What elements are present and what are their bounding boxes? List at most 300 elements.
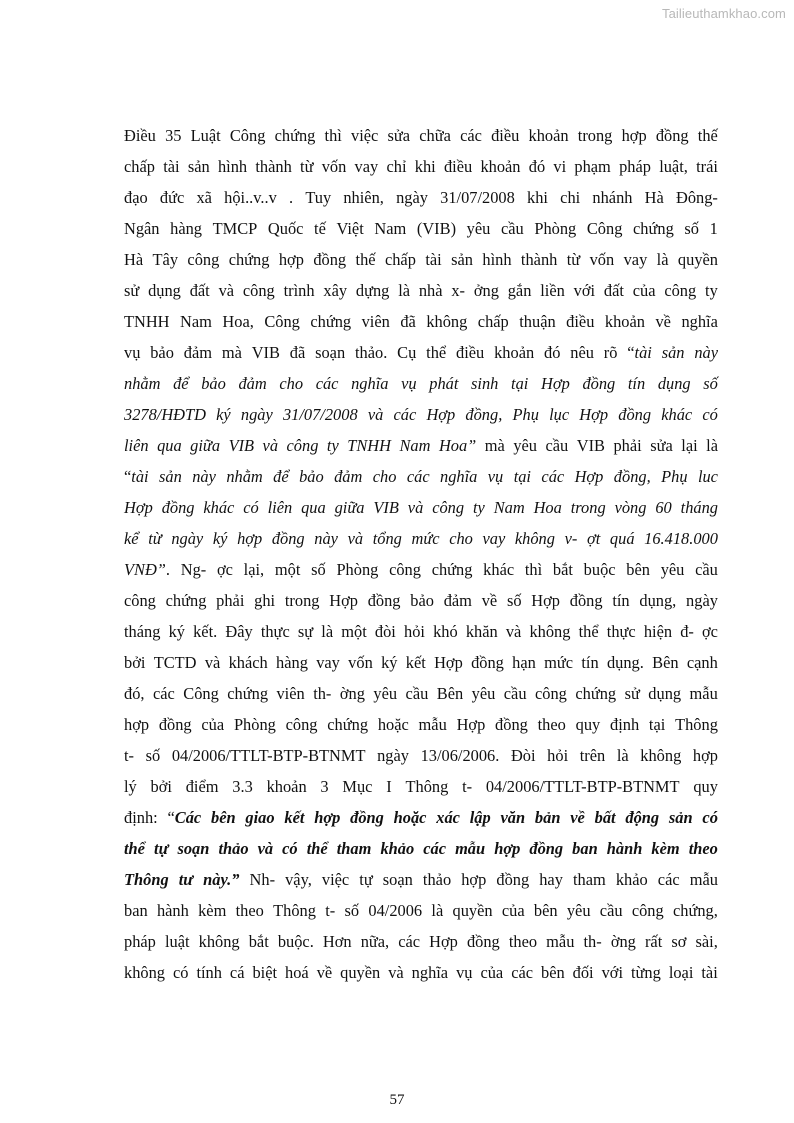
word: bên <box>541 963 565 982</box>
word: Mục <box>342 777 373 796</box>
word: ký <box>216 405 231 424</box>
word: đồng <box>161 498 195 517</box>
word: nghĩa <box>411 963 449 982</box>
text-line <box>124 957 718 988</box>
word: ngày <box>377 746 409 765</box>
word: thể <box>124 839 145 858</box>
word: khảo <box>615 870 648 889</box>
word: cá <box>229 963 245 982</box>
word: số <box>145 746 161 765</box>
word: mà <box>221 343 242 362</box>
word: soạn <box>315 343 346 362</box>
word: 35 <box>165 126 182 145</box>
word: một <box>274 560 301 579</box>
word: đó, <box>124 684 145 703</box>
word: yêu <box>660 560 685 579</box>
word: các <box>460 126 482 145</box>
word: Quốc <box>267 219 304 238</box>
word: (VIB) <box>416 219 457 238</box>
text-line <box>124 709 718 740</box>
word: ngày <box>396 188 428 207</box>
word: các <box>423 839 446 858</box>
text-line <box>124 678 718 709</box>
word: 31/07/2008 <box>440 188 515 207</box>
word: t- <box>124 746 135 765</box>
word: tín <box>581 653 599 672</box>
word: luc <box>697 467 718 486</box>
word: chi <box>560 188 581 207</box>
word: 3 <box>320 777 329 796</box>
word: đất <box>189 281 210 300</box>
word: vay <box>623 250 648 269</box>
text-line <box>124 616 718 647</box>
word: Hoa <box>533 498 562 517</box>
word: số <box>344 901 360 920</box>
word: về <box>570 808 585 827</box>
word: lập <box>469 808 491 827</box>
word: sự <box>297 622 314 641</box>
watermark-text: Tailieuthamkhao.com <box>661 6 786 21</box>
word: từ <box>300 157 314 176</box>
word: 04/2006 <box>368 901 423 920</box>
text-line <box>124 802 718 833</box>
word: cầu <box>503 684 527 703</box>
word: “tài <box>124 467 149 486</box>
word: số <box>684 219 699 238</box>
word: công <box>286 436 319 455</box>
word: để <box>273 467 289 486</box>
word: Phòng <box>336 560 379 579</box>
word: hành <box>606 839 643 858</box>
word: Thông <box>273 901 316 920</box>
word: để <box>173 374 189 393</box>
word: đảm <box>183 343 212 362</box>
word: loại <box>668 963 694 982</box>
word: Công <box>586 219 623 238</box>
word: Hợp <box>429 932 458 951</box>
word: thể <box>426 343 447 362</box>
word: cầu <box>599 901 623 920</box>
word: ty <box>705 281 718 300</box>
word: công <box>535 684 567 703</box>
word: chứng <box>228 250 270 269</box>
word: thực <box>606 622 636 641</box>
word: thế <box>355 250 376 269</box>
word: đảm <box>443 591 472 610</box>
word: biệt <box>252 963 278 982</box>
word: yêu <box>466 219 491 238</box>
word: tự <box>359 870 373 889</box>
word: của <box>480 963 504 982</box>
word: VIB <box>251 343 280 362</box>
word: 04/2006/TTLT-BTP-BTNMT <box>485 777 680 796</box>
word: khác <box>661 405 693 424</box>
word: tham <box>572 870 606 889</box>
word: mẫu <box>455 839 486 858</box>
word: chứng <box>310 312 352 331</box>
word: dụng, <box>639 591 677 610</box>
word: ợc <box>702 622 718 641</box>
word: chứng <box>274 126 316 145</box>
word: nữa, <box>360 932 390 951</box>
word: kể <box>124 529 139 548</box>
word: bất <box>594 808 616 827</box>
word: đồng <box>271 529 305 548</box>
word: soạn <box>177 839 210 858</box>
word: ký <box>212 529 228 548</box>
word: giao <box>245 808 275 827</box>
word: điều <box>566 312 595 331</box>
word: Nam <box>180 312 212 331</box>
word: là <box>321 622 334 641</box>
word: với <box>573 281 596 300</box>
word: theo <box>235 901 264 920</box>
word: xây <box>323 281 348 300</box>
word: điều <box>456 343 485 362</box>
word: “Các <box>167 808 202 827</box>
text-line <box>124 523 718 554</box>
word: điều <box>491 126 520 145</box>
word: Hơn <box>322 932 352 951</box>
word: điểm <box>185 777 219 796</box>
word: đồng <box>569 591 603 610</box>
word: công <box>631 901 664 920</box>
word: trong <box>577 126 613 145</box>
word: dụng <box>148 281 181 300</box>
word: này <box>314 529 338 548</box>
word: xác <box>436 808 460 827</box>
word: Đông- <box>676 188 718 207</box>
word: sài, <box>695 932 718 951</box>
word: cầu <box>695 560 718 579</box>
word: các <box>657 870 680 889</box>
word: chứng <box>575 684 617 703</box>
word: hợp <box>621 126 647 145</box>
word: đó <box>544 343 561 362</box>
word: quá <box>609 529 635 548</box>
word: đồng <box>529 839 564 858</box>
word: mẫu <box>418 715 447 734</box>
word: yêu <box>566 901 591 920</box>
word: không <box>514 529 555 548</box>
word: sử <box>124 281 140 300</box>
word: luật, <box>659 157 688 176</box>
word: chứng <box>165 591 207 610</box>
word: đồng <box>495 715 528 734</box>
word: ký <box>168 622 185 641</box>
word: sử <box>624 684 640 703</box>
word: Hợp <box>329 591 358 610</box>
word: công <box>664 281 697 300</box>
word: buộc. <box>277 932 314 951</box>
word: sản <box>661 343 685 362</box>
word: công <box>285 715 318 734</box>
word: công <box>432 498 465 517</box>
word: chứng <box>327 715 369 734</box>
word: mà <box>484 436 505 455</box>
word: Thông <box>124 870 169 889</box>
word: văn <box>500 808 526 827</box>
word: và <box>257 839 274 858</box>
word: Bên <box>652 653 679 672</box>
word: khoản <box>494 343 535 362</box>
word: theo <box>508 932 538 951</box>
word: Công <box>183 684 219 703</box>
word: khoản <box>266 777 307 796</box>
word: ờng <box>610 932 636 951</box>
word: kèm <box>198 901 227 920</box>
text-line <box>124 740 718 771</box>
word: dụng. <box>606 653 644 672</box>
word: thảo. <box>355 343 388 362</box>
word: đồng <box>618 405 652 424</box>
word: 3278/HĐTD <box>124 405 206 424</box>
word: các <box>406 467 430 486</box>
word: vụ <box>487 467 504 486</box>
word: trong <box>570 498 606 517</box>
word: bên <box>533 901 558 920</box>
word: định: <box>124 808 158 827</box>
word: đồng <box>367 591 401 610</box>
word: khi <box>414 157 436 176</box>
word: và <box>407 498 424 517</box>
word: vốn <box>321 157 347 176</box>
word: ngày <box>240 405 273 424</box>
word: số <box>311 560 326 579</box>
word: Điều <box>124 126 156 145</box>
word: khi <box>527 188 548 207</box>
word: xã <box>196 188 212 207</box>
word: hoặc <box>393 808 427 827</box>
word: Nh- <box>249 870 276 889</box>
word: rõ <box>603 343 618 362</box>
word: pháp <box>619 157 651 176</box>
word: việc <box>351 126 379 145</box>
word: một <box>341 622 367 641</box>
word: ngày <box>686 591 718 610</box>
word: nghĩa <box>351 374 389 393</box>
text-line <box>124 275 718 306</box>
word: là <box>431 901 444 920</box>
word: hàng <box>170 219 203 238</box>
word: cho <box>449 529 473 548</box>
word: tại <box>511 374 529 393</box>
word: cạnh <box>686 653 718 672</box>
text-line <box>124 213 718 244</box>
word: . <box>289 188 294 207</box>
word: công <box>187 250 220 269</box>
word: bên <box>211 808 236 827</box>
word: tại <box>513 467 531 486</box>
word: khoản <box>480 157 521 176</box>
word: vay <box>482 529 506 548</box>
text-line <box>124 492 718 523</box>
word: bảo <box>150 343 174 362</box>
word: hợp <box>237 529 263 548</box>
word: hợp <box>124 715 150 734</box>
word: việc <box>321 870 350 889</box>
word: vòng <box>614 498 647 517</box>
word: hình <box>482 250 512 269</box>
word: 60 <box>655 498 672 517</box>
word: đất <box>603 281 624 300</box>
word: bảo <box>410 591 434 610</box>
word: giữa <box>190 436 221 455</box>
word: nhánh <box>592 188 633 207</box>
word: Hợp <box>541 374 570 393</box>
word: về <box>316 963 333 982</box>
word: đồng, <box>465 405 503 424</box>
word: kèm <box>651 839 680 858</box>
word: có <box>702 808 718 827</box>
word: là <box>656 250 669 269</box>
word: hay <box>539 870 563 889</box>
word: trình <box>283 281 315 300</box>
word: tham <box>336 839 372 858</box>
word: Hợp <box>579 405 609 424</box>
word: hỏi <box>404 622 425 641</box>
word: thảo <box>422 870 452 889</box>
word: Hợp <box>574 467 604 486</box>
word: theo <box>537 715 566 734</box>
word: hình <box>217 157 248 176</box>
word: Tây <box>152 250 179 269</box>
word: và <box>262 436 279 455</box>
word: các <box>393 405 417 424</box>
word: hợp <box>461 870 487 889</box>
word: dựng <box>355 281 390 300</box>
word: Hợp <box>456 715 486 734</box>
word: VIB <box>576 436 605 455</box>
word: lại <box>681 436 698 455</box>
word: và <box>505 622 522 641</box>
word: và <box>367 405 384 424</box>
word: khoản <box>604 312 645 331</box>
word: chứng <box>227 684 269 703</box>
word: thảo <box>218 839 249 858</box>
text-line <box>124 337 718 368</box>
word: x- <box>451 281 466 300</box>
word: công <box>242 281 275 300</box>
word: rất <box>644 932 663 951</box>
word: Bên <box>436 684 464 703</box>
word: chữa <box>419 126 451 145</box>
word: ởng <box>473 281 499 300</box>
word: chứng, <box>672 901 718 920</box>
word: quy <box>575 715 601 734</box>
word: luật <box>164 932 190 951</box>
word: các <box>152 684 175 703</box>
word: thể <box>306 839 328 858</box>
word: “tài <box>627 343 652 362</box>
word: 13/06/2006. <box>420 746 500 765</box>
word: tín <box>612 591 630 610</box>
word: liên <box>124 436 149 455</box>
word: bởi <box>124 653 146 672</box>
word: thuận <box>519 312 556 331</box>
word: quyền <box>677 250 718 269</box>
word: nêu <box>570 343 594 362</box>
word: hạn <box>512 653 536 672</box>
word: Hoa, <box>222 312 254 331</box>
word: vốn <box>589 250 615 269</box>
word: vay <box>316 653 340 672</box>
word: tại <box>648 715 666 734</box>
word: mẫu <box>546 932 575 951</box>
word: này <box>694 343 718 362</box>
word: là <box>398 281 411 300</box>
word: đồng <box>655 126 689 145</box>
text-line <box>124 771 718 802</box>
word: vay <box>354 157 379 176</box>
word: Hợp <box>426 405 456 424</box>
word: chấp <box>477 312 509 331</box>
word: TMCP <box>212 219 258 238</box>
word: chỉ <box>386 157 407 176</box>
word: ợc <box>216 560 233 579</box>
word: quyền <box>452 901 493 920</box>
word: chứng <box>431 560 473 579</box>
word: Phụ <box>512 405 539 424</box>
word: Tuy <box>305 188 332 207</box>
word: tháng <box>124 622 161 641</box>
word: số <box>703 374 718 393</box>
word: đức <box>159 188 185 207</box>
word: của <box>201 715 225 734</box>
word: liên <box>267 498 293 517</box>
word: của <box>632 281 656 300</box>
word: về <box>655 312 671 331</box>
word: thành <box>520 250 558 269</box>
word: mẫu <box>689 684 718 703</box>
word: sản <box>451 250 473 269</box>
word: VNĐ”. <box>124 560 171 579</box>
word: TCTD <box>153 653 197 672</box>
word: các <box>315 374 339 393</box>
word: Cụ <box>397 343 417 362</box>
word: bên <box>626 560 650 579</box>
word: khác <box>483 560 515 579</box>
word: hợp <box>692 746 718 765</box>
word: Nam <box>374 219 407 238</box>
word: bắt <box>248 932 269 951</box>
document-body <box>124 120 718 988</box>
word: hợp <box>278 250 304 269</box>
word: cầu <box>500 219 524 238</box>
word: khó <box>433 622 458 641</box>
word: Hợp <box>124 498 153 517</box>
word: tư <box>178 870 194 889</box>
word: ty <box>326 436 339 455</box>
word: hỏi <box>547 746 569 765</box>
word: mức <box>544 653 574 672</box>
word: trái <box>696 157 718 176</box>
word: vụ <box>456 963 473 982</box>
word: Hợp <box>531 591 560 610</box>
word: đòi <box>374 622 396 641</box>
text-line <box>124 461 718 492</box>
word: lý <box>124 777 137 796</box>
word: không <box>198 932 240 951</box>
word: cho <box>279 374 304 393</box>
word: Hà <box>644 188 664 207</box>
word: th- <box>583 932 602 951</box>
word: hành <box>156 901 189 920</box>
word: đồng <box>496 870 530 889</box>
word: đạo <box>124 188 148 207</box>
word: TNHH <box>124 312 170 331</box>
word: theo <box>688 839 718 858</box>
